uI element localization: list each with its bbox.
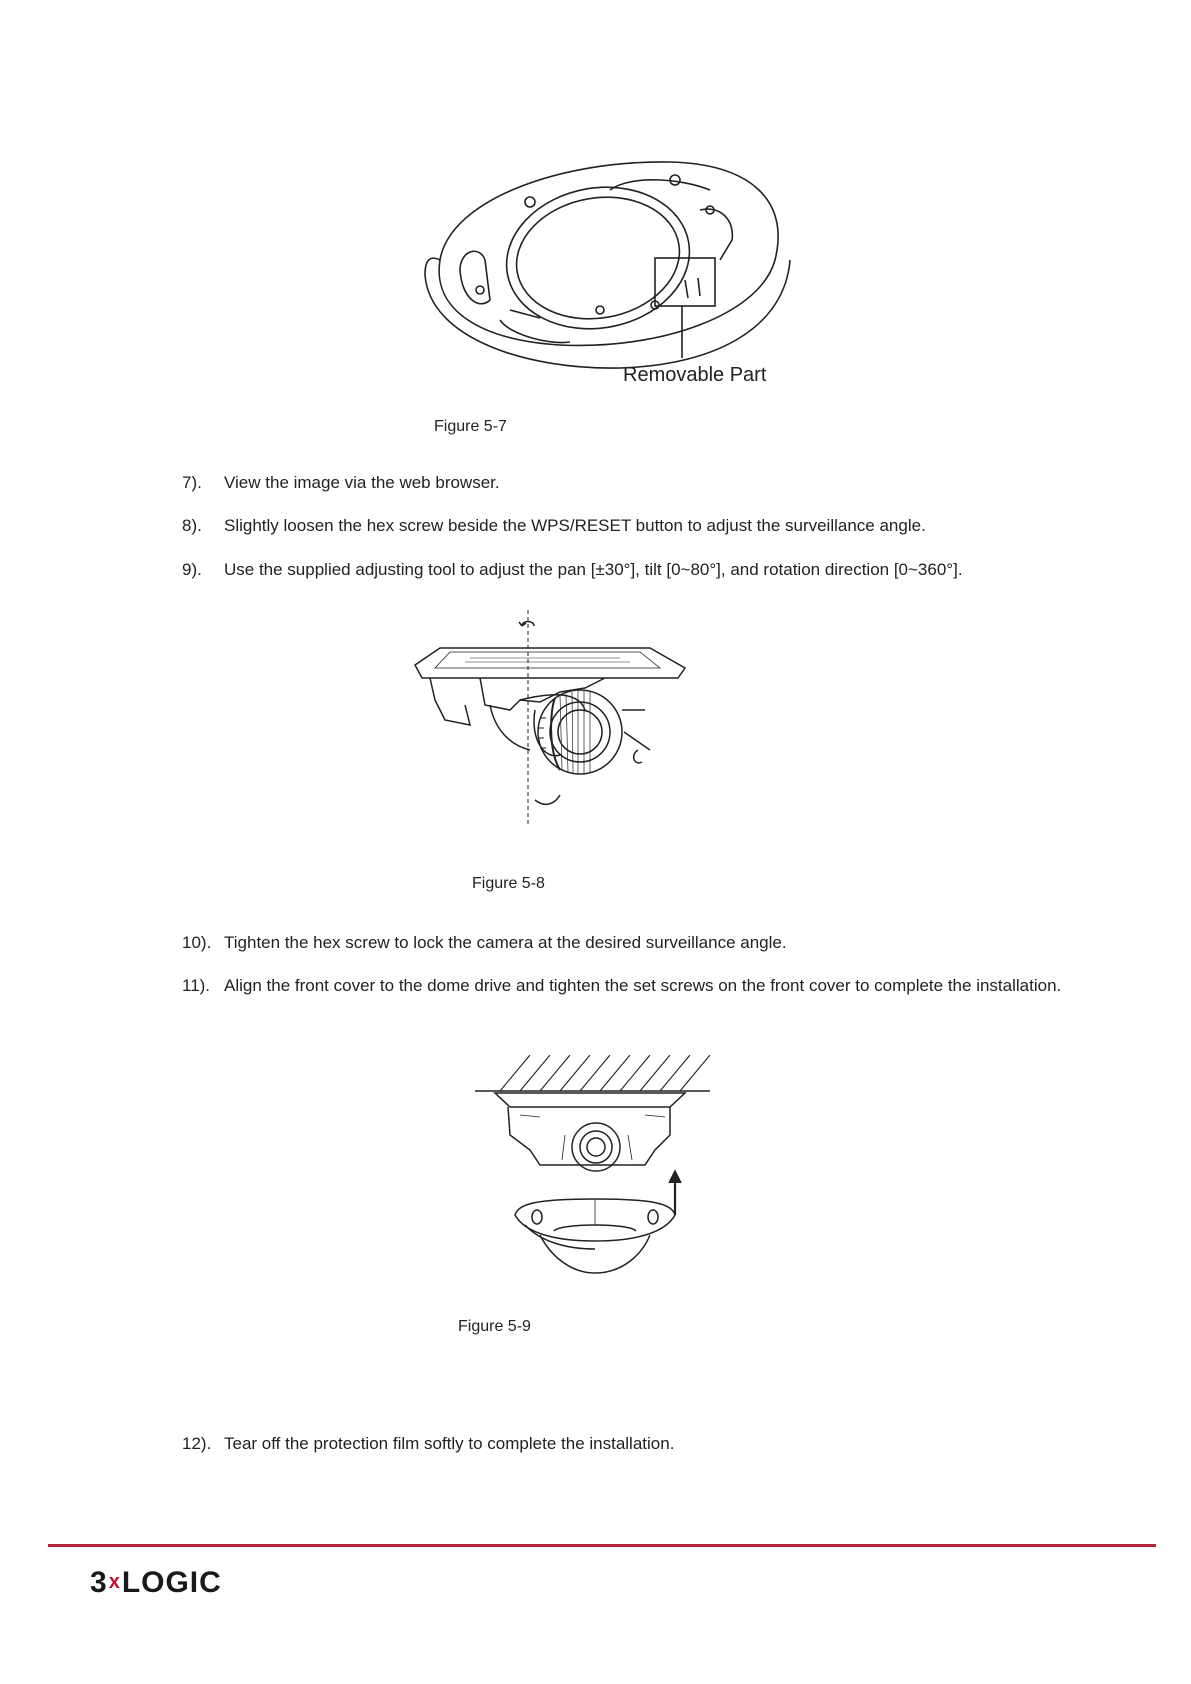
step-text: Align the front cover to the dome drive and tighten the set screws on the front cover to complete the installation. bbox=[224, 976, 1062, 995]
figure-5-8-caption: Figure 5-8 bbox=[472, 875, 545, 892]
brand-logo bbox=[90, 1566, 222, 1600]
logo-prefix: 3 bbox=[90, 1566, 108, 1599]
logo-x: x bbox=[108, 1571, 121, 1593]
step-text: Tighten the hex screw to lock the camera at the desired surveillance angle. bbox=[224, 933, 787, 952]
figure-5-7-mounting-base bbox=[420, 150, 800, 390]
figure-5-7-caption: Figure 5-7 bbox=[434, 418, 507, 435]
step-text: View the image via the web browser. bbox=[224, 473, 500, 492]
footer-rule bbox=[48, 1544, 1156, 1547]
step-text: Tear off the protection film softly to complete the installation. bbox=[224, 1434, 675, 1453]
step-number: 10). bbox=[182, 933, 212, 952]
step-number: 7). bbox=[182, 473, 202, 492]
step-text: Slightly loosen the hex screw beside the WPS/RESET button to adjust the surveillance angle. bbox=[224, 516, 926, 535]
figure-5-9-caption: Figure 5-9 bbox=[458, 1318, 531, 1335]
step-number: 8). bbox=[182, 516, 202, 535]
step-number: 11). bbox=[182, 976, 211, 995]
step-number: 12). bbox=[182, 1434, 212, 1453]
figure-5-7-callout: Removable Part bbox=[623, 364, 767, 386]
figure-5-8-camera-adjustment bbox=[410, 610, 710, 835]
step-number: 9). bbox=[182, 560, 202, 579]
step-text: Use the supplied adjusting tool to adjust the pan [±30°], tilt [0~80°], and rotation direction [0~360°]. bbox=[224, 560, 963, 579]
figure-5-9-front-cover bbox=[470, 1055, 720, 1295]
logo-suffix: LOGIC bbox=[121, 1566, 222, 1599]
